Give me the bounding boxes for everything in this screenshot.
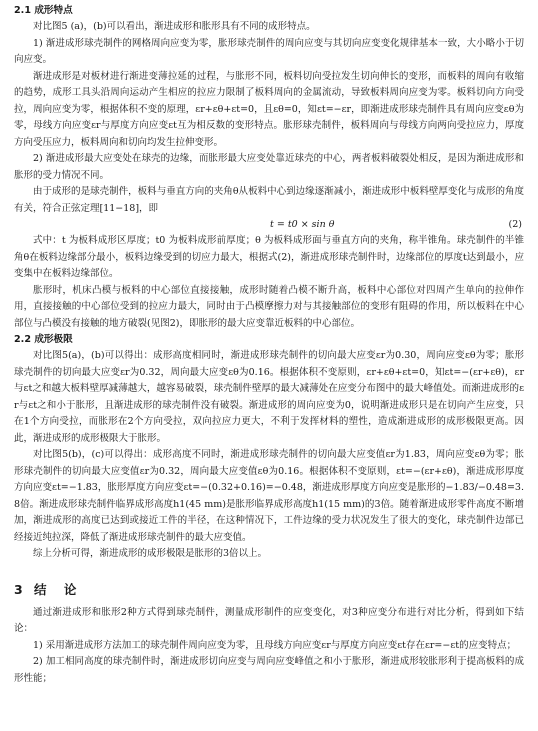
paragraph: 综上分析可得，渐进成形的成形极限是胀形的3倍以上。 xyxy=(33,548,268,559)
equation-2 xyxy=(14,217,524,233)
section-heading-2-2: 2.2 成形极限 xyxy=(14,334,73,345)
paragraph: 2) 渐进成形最大应变处在球壳的边缘，而胀形最大应变处靠近球壳的中心，两者板料破裂处相反，是因为渐进成形和胀形的受力情况不同。 xyxy=(14,153,524,181)
section-heading-2-1: 2.1 成形特点 xyxy=(14,5,73,16)
equation-number: (2) xyxy=(508,219,522,230)
paragraph: 对比图5(b)，(c)可以得出：成形高度不同时，渐进成形球壳制件的切向最大应变值εr为1.83，周向应变εθ为零；胀形球壳制件的切向最大应变值εr为0.32，周向最大应变值εθ为0.16。根据体积不变原则，εt=−(εr+εθ)，渐进成形厚度方向应变εt=−1.83，胀形厚度方向应变εt=−(0.32+0.16)=−0.48，渐进成形厚度方向应变是胀形的−1.83/−0.48=3.8倍。渐进成形球壳制件临界成形高度h1(45 mm)是胀形临界成形高度h1(15 mm)的3倍。随着渐进成形零件高度不断增加，渐进成形的高度已达到或接近工件的半径，在这种情况下，工件边缘的受力状况发生了很大的变化，球壳制件边部已经接近纯拉深，降低了渐进成形球壳制件的最大应变值。 xyxy=(14,449,524,543)
paragraph: 渐进成形是对板材进行渐进变薄拉延的过程，与胀形不同，板料切向受拉发生切向伸长的变形，而板料的周向有收缩的趋势，成形工具头沿周向运动产生相应的拉应力限制了板料周向的金属流动，导致板料周向应变为零。板料切向方向受拉，周向应变为零，根据体积不变的原理，εr+εθ+εt=0，且εθ=0，知εt=−εr，即渐进成形球壳制件具有周向应变εθ为零，母线方向应变εr与厚度方向应变εt互为相反数的变形特点。胀形球壳制件，板料周向与母线方向两向受拉应力，厚度方向受压应力，板料周向和切向均发生拉伸变形。 xyxy=(14,70,524,148)
paragraph: 1) 采用渐进成形方法加工的球壳制件周向应变为零，且母线方向应变εr与厚度方向应变εt存在εr=−εt的应变特点； xyxy=(33,639,517,651)
paragraph: 胀形时，机床凸模与板料的中心部位直接接触，成形时随着凸模不断升高，板料中心部位对四周产生单向的拉伸作用，直接接触的中心部位受到的拉应力最大，同时由于凸模摩擦力对与其接触部位的变形有阻碍的作用，所以板料在中心部位与凸模没有接触的地方破裂(见图2)，即胀形的最大应变靠近板料的中心部位。 xyxy=(14,284,524,329)
paragraph: 由于成形的是球壳制件，板料与垂直方向的夹角θ从板料中心到边缘逐渐减小，渐进成形中板料壁厚变化与成形的角度有关，符合正弦定理[11−18]，即 xyxy=(14,186,524,214)
equation-expression: t = t0 × sin θ xyxy=(270,219,335,230)
section-number: 3 xyxy=(14,581,23,597)
section-heading-3 xyxy=(14,581,524,599)
paragraph: 2) 加工相同高度的球壳制件时，渐进成形切向应变与周向应变峰值之和小于胀形，渐进成形较胀形利于提高板料的成形性能； xyxy=(14,656,524,684)
paragraph: 对比图5 (a)，(b)可以看出，渐进成形和胀形具有不同的成形特点。 xyxy=(33,21,316,32)
paragraph: 对比图5(a)，(b)可以得出：成形高度相同时，渐进成形球壳制件的切向最大应变εr为0.30，周向应变εθ为零；胀形球壳制件的切向最大应变εr为0.32，周向最大应变εθ为0.16。根据体积不变原则，εr+εθ+εt=0，知εt=−(εr+εθ)，εr与εt之和越大板料壁厚减薄越大，越容易破裂，球壳制件壁厚的最大减薄处在应变分布图中的最大峰值处。而渐进成形的εr与εt之和小于胀形，且渐进成形的球壳制件没有破裂。渐进成形的周向应变为0，说明渐进成形只是在切向产生应变，只在1个方向受拉，而胀形在2个方向受拉，双向拉应力更大，不利于发挥材料的塑性，造成渐进成形的成形极限更高。因此，渐进成形的成形极限大于胀形。 xyxy=(14,350,524,444)
paragraph: 通过渐进成形和胀形2种方式得到球壳制件，测量成形制件的应变变化，对3种应变分布进行对比分析，得到如下结论： xyxy=(14,606,524,634)
paragraph: 式中：t 为板料成形区厚度；t0 为板料成形前厚度；θ 为板料成形面与垂直方向的夹角，称半锥角。球壳制件的半锥角θ在板料边缘部分最小，板料边缘受到的切应力最大，根据式(2)，渐进成形球壳制件时，边缘部位的厚度t达到最小，应变集中在板料边缘部位。 xyxy=(14,235,524,279)
paragraph: 1) 渐进成形球壳制件的网格周向应变为零，胀形球壳制件的周向应变与其切向应变变化规律基本一致，大小略小于切向应变。 xyxy=(14,37,524,65)
section-title: 结 论 xyxy=(34,581,77,597)
